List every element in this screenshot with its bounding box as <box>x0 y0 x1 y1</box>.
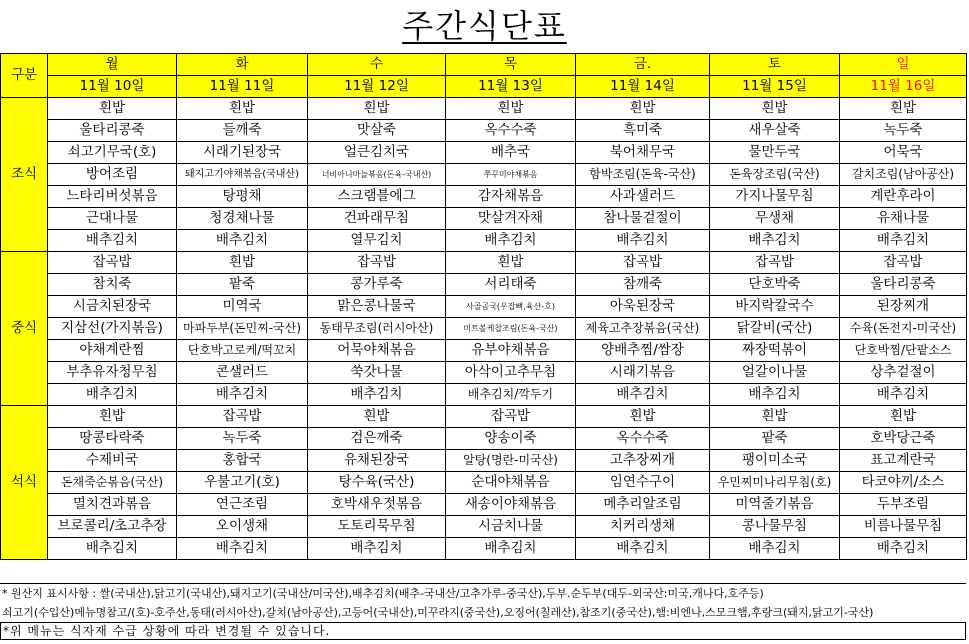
menu-cell: 배추김치 <box>710 384 840 406</box>
menu-cell: 맑은콩나물국 <box>308 296 446 318</box>
day-name-wed: 수 <box>308 54 446 76</box>
menu-cell: 가지나물무침 <box>710 186 840 208</box>
menu-cell: 녹두죽 <box>840 120 967 142</box>
menu-cell: 사과샐러드 <box>576 186 710 208</box>
menu-cell: 무생채 <box>710 208 840 230</box>
menu-cell: 흰밥 <box>308 406 446 428</box>
day-name-row <box>1 54 967 76</box>
menu-cell: 두부조림 <box>840 494 967 516</box>
menu-cell: 열무김치 <box>308 230 446 252</box>
menu-cell: 울타리콩죽 <box>840 274 967 296</box>
menu-cell: 시금치된장국 <box>48 296 177 318</box>
menu-cell: 순대야채볶음 <box>446 472 576 494</box>
menu-cell: 배추김치 <box>48 384 177 406</box>
menu-cell: 표고계란국 <box>840 450 967 472</box>
meal-row <box>1 164 967 186</box>
meal-row <box>1 208 967 230</box>
menu-cell: 된장찌개 <box>840 296 967 318</box>
menu-cell: 멸치견과볶음 <box>48 494 177 516</box>
menu-body <box>1 98 967 560</box>
menu-cell: 참깨죽 <box>576 274 710 296</box>
menu-cell: 검은깨죽 <box>308 428 446 450</box>
menu-cell: 배추국 <box>446 142 576 164</box>
menu-cell: 쑥갓나물 <box>308 362 446 384</box>
meal-row <box>1 296 967 318</box>
menu-cell: 어묵야채볶음 <box>308 340 446 362</box>
menu-cell: 스크램블에그 <box>308 186 446 208</box>
menu-cell: 배추김치 <box>446 538 576 560</box>
day-name-thu: 목 <box>446 54 576 76</box>
menu-cell: 단호박죽 <box>710 274 840 296</box>
menu-cell: 새우살죽 <box>710 120 840 142</box>
menu-cell: 배추김치 <box>840 538 967 560</box>
origin-note-2: 쇠고기(수입산)메뉴명참고/(호)-호주산,동태(러시아산),갈치(남아공산),고등어(국내산),미꾸라지(중국산),오징어(칠레산),참조기(중국산),햄:비엔나,스모크햄,후랑크(돼지,닭고기-국산) <box>2 606 874 619</box>
menu-cell: 흰밥 <box>308 98 446 120</box>
menu-cell: 잡곡밥 <box>48 252 177 274</box>
menu-cell: 탕수육(국산) <box>308 472 446 494</box>
menu-cell: 흰밥 <box>840 98 967 120</box>
menu-cell: 수육(돈전지-미국산) <box>840 318 967 340</box>
menu-cell: 배추김치 <box>710 230 840 252</box>
menu-cell: 녹두죽 <box>177 428 308 450</box>
menu-cell: 배추김치 <box>308 538 446 560</box>
menu-cell: 계란후라이 <box>840 186 967 208</box>
meal-row <box>1 538 967 560</box>
menu-cell: 탕평채 <box>177 186 308 208</box>
menu-cell: 흰밥 <box>446 252 576 274</box>
menu-cell: 흰밥 <box>177 252 308 274</box>
menu-cell: 배추김치 <box>446 230 576 252</box>
menu-cell: 단호박찜/단팥소스 <box>840 340 967 362</box>
menu-cell: 흰밥 <box>177 98 308 120</box>
menu-cell: 닭갈비(국산) <box>710 318 840 340</box>
meal-row <box>1 494 967 516</box>
day-name-tue: 화 <box>177 54 308 76</box>
menu-cell: 청경채나물 <box>177 208 308 230</box>
change-notice: *위 메뉴는 식자재 수급 상황에 따라 변경될 수 있습니다. <box>0 622 966 640</box>
menu-cell: 물만두국 <box>710 142 840 164</box>
menu-cell: 비름나물무침 <box>840 516 967 538</box>
menu-cell: 홍합국 <box>177 450 308 472</box>
menu-cell: 메추리알조림 <box>576 494 710 516</box>
meal-row <box>1 186 967 208</box>
menu-cell: 어묵국 <box>840 142 967 164</box>
meal-row <box>1 362 967 384</box>
menu-cell: 배추김치/깍두기 <box>446 384 576 406</box>
date-thu: 11월 13일 <box>446 76 576 98</box>
meal-row <box>1 274 967 296</box>
menu-cell: 참나물겉절이 <box>576 208 710 230</box>
menu-cell: 콩나물무침 <box>710 516 840 538</box>
menu-cell: 흰밥 <box>710 406 840 428</box>
menu-cell: 호박당근죽 <box>840 428 967 450</box>
menu-cell: 느타리버섯볶음 <box>48 186 177 208</box>
menu-cell: 잡곡밥 <box>446 406 576 428</box>
menu-cell: 미역국 <box>177 296 308 318</box>
menu-cell: 팽이미소국 <box>710 450 840 472</box>
date-sun: 11월 16일 <box>840 76 967 98</box>
menu-cell: 바지락칼국수 <box>710 296 840 318</box>
meal-row <box>1 252 967 274</box>
menu-cell: 맛살겨자채 <box>446 208 576 230</box>
menu-cell: 돈채죽순볶음(국산) <box>48 472 177 494</box>
menu-cell: 잡곡밥 <box>576 252 710 274</box>
meal-row <box>1 472 967 494</box>
menu-cell: 수제비국 <box>48 450 177 472</box>
menu-cell: 흰밥 <box>576 98 710 120</box>
menu-cell: 서리태죽 <box>446 274 576 296</box>
page-title: 주간식단표 <box>402 7 567 45</box>
menu-cell: 잡곡밥 <box>840 252 967 274</box>
menu-cell: 아삭이고추무침 <box>446 362 576 384</box>
menu-cell: 방어조림 <box>48 164 177 186</box>
weekly-menu-table <box>0 53 967 560</box>
menu-cell: 브로콜리/초고추장 <box>48 516 177 538</box>
date-mon: 11월 10일 <box>48 76 177 98</box>
menu-cell: 옥수수죽 <box>576 428 710 450</box>
menu-cell: 동태무조림(러시아산) <box>308 318 446 340</box>
menu-cell: 상추겉절이 <box>840 362 967 384</box>
menu-cell: 치커리생채 <box>576 516 710 538</box>
day-name-sun: 일 <box>840 54 967 76</box>
menu-cell: 흰밥 <box>710 98 840 120</box>
notes-section <box>0 583 966 640</box>
meal-row <box>1 318 967 340</box>
meal-row <box>1 406 967 428</box>
menu-cell: 너비아니마늘볶음(돈육-국내산) <box>308 164 446 186</box>
menu-cell: 사골곰국(우잡뼈,육산-호) <box>446 296 576 318</box>
day-name-fri: 금. <box>576 54 710 76</box>
menu-cell: 시래기볶음 <box>576 362 710 384</box>
menu-cell: 유부야채볶음 <box>446 340 576 362</box>
menu-cell: 잡곡밥 <box>177 406 308 428</box>
menu-cell: 배추김치 <box>576 384 710 406</box>
meal-row <box>1 142 967 164</box>
menu-cell: 땅콩타락죽 <box>48 428 177 450</box>
menu-cell: 도토리묵무침 <box>308 516 446 538</box>
meal-row <box>1 384 967 406</box>
menu-cell: 유채나물 <box>840 208 967 230</box>
menu-cell: 감자채볶음 <box>446 186 576 208</box>
menu-cell: 갈치조림(남아공산) <box>840 164 967 186</box>
menu-cell: 오이생채 <box>177 516 308 538</box>
menu-cell: 고추장찌개 <box>576 450 710 472</box>
menu-cell: 울타리콩죽 <box>48 120 177 142</box>
menu-cell: 시래기된장국 <box>177 142 308 164</box>
menu-cell: 임연수구이 <box>576 472 710 494</box>
meal-row <box>1 516 967 538</box>
menu-cell: 단호박고로케/떡꼬치 <box>177 340 308 362</box>
menu-cell: 배추김치 <box>576 230 710 252</box>
menu-cell: 양배추찜/쌈장 <box>576 340 710 362</box>
menu-cell: 맛살죽 <box>308 120 446 142</box>
menu-cell: 흰밥 <box>840 406 967 428</box>
menu-cell: 미트볼케찹조림(돈육-국산) <box>446 318 576 340</box>
menu-cell: 새송이야채볶음 <box>446 494 576 516</box>
menu-cell: 얼갈이나물 <box>710 362 840 384</box>
menu-cell: 우불고기(호) <box>177 472 308 494</box>
menu-cell: 배추김치 <box>710 538 840 560</box>
menu-cell: 배추김치 <box>840 384 967 406</box>
menu-cell: 배추김치 <box>840 230 967 252</box>
meal-row <box>1 98 967 120</box>
date-row <box>1 76 967 98</box>
menu-cell: 배추김치 <box>48 538 177 560</box>
menu-cell: 콘샐러드 <box>177 362 308 384</box>
menu-cell: 흑미죽 <box>576 120 710 142</box>
menu-cell: 돼지고기야채볶음(국내산) <box>177 164 308 186</box>
meal-row <box>1 230 967 252</box>
menu-cell: 미역줄기볶음 <box>710 494 840 516</box>
menu-cell: 돈육장조림(국산) <box>710 164 840 186</box>
menu-cell: 흰밥 <box>576 406 710 428</box>
menu-cell: 시금치나물 <box>446 516 576 538</box>
menu-cell: 쭈꾸미야채볶음 <box>446 164 576 186</box>
menu-cell: 북어채무국 <box>576 142 710 164</box>
menu-cell: 흰밥 <box>48 98 177 120</box>
menu-cell: 옥수수죽 <box>446 120 576 142</box>
menu-cell: 배추김치 <box>576 538 710 560</box>
menu-cell: 얼큰김치국 <box>308 142 446 164</box>
day-name-mon: 월 <box>48 54 177 76</box>
menu-cell: 잡곡밥 <box>308 252 446 274</box>
menu-cell: 잡곡밥 <box>710 252 840 274</box>
menu-cell: 배추김치 <box>48 230 177 252</box>
menu-cell: 흰밥 <box>446 98 576 120</box>
menu-cell: 야채계란찜 <box>48 340 177 362</box>
meal-label: 중식 <box>1 252 48 406</box>
meal-row <box>1 450 967 472</box>
menu-cell: 콩가루죽 <box>308 274 446 296</box>
menu-cell: 지삼선(가지볶음) <box>48 318 177 340</box>
menu-cell: 연근조림 <box>177 494 308 516</box>
origin-note-1: * 원산지 표시사항 : 쌀(국내산),닭고기(국내산),돼지고기(국내산/미국산),배추김치(배추-국내산/고추가루-중국산),두부.순두부(대두-외국산:미국,캐나다,호주등) <box>0 583 966 603</box>
menu-cell: 참치죽 <box>48 274 177 296</box>
date-sat: 11월 15일 <box>710 76 840 98</box>
menu-cell: 함박조림(돈육-국산) <box>576 164 710 186</box>
date-tue: 11월 11일 <box>177 76 308 98</box>
menu-cell: 쇠고기무국(호) <box>48 142 177 164</box>
menu-cell: 아욱된장국 <box>576 296 710 318</box>
menu-cell: 배추김치 <box>177 384 308 406</box>
menu-cell: 팥죽 <box>710 428 840 450</box>
date-wed: 11월 12일 <box>308 76 446 98</box>
menu-cell: 흰밥 <box>48 406 177 428</box>
menu-cell: 배추김치 <box>308 384 446 406</box>
meal-label: 석식 <box>1 406 48 560</box>
menu-cell: 호박새우젓볶음 <box>308 494 446 516</box>
menu-cell: 제육고추장볶음(국산) <box>576 318 710 340</box>
menu-cell: 부추유자청무침 <box>48 362 177 384</box>
meal-row <box>1 120 967 142</box>
menu-cell: 짜장떡볶이 <box>710 340 840 362</box>
menu-cell: 우민찌미나리무침(호) <box>710 472 840 494</box>
menu-cell: 건파래무침 <box>308 208 446 230</box>
meal-row <box>1 340 967 362</box>
meal-row <box>1 428 967 450</box>
meal-label: 조식 <box>1 98 48 252</box>
menu-cell: 타코야끼/소스 <box>840 472 967 494</box>
menu-cell: 양송이죽 <box>446 428 576 450</box>
day-name-sat: 토 <box>710 54 840 76</box>
category-header: 구분 <box>1 54 48 98</box>
menu-cell: 배추김치 <box>177 538 308 560</box>
menu-cell: 팥죽 <box>177 274 308 296</box>
menu-cell: 근대나물 <box>48 208 177 230</box>
menu-cell: 배추김치 <box>177 230 308 252</box>
menu-cell: 알탕(명란-미국산) <box>446 450 576 472</box>
menu-cell: 마파두부(돈민찌-국산) <box>177 318 308 340</box>
menu-cell: 들깨죽 <box>177 120 308 142</box>
menu-cell: 유채된장국 <box>308 450 446 472</box>
date-fri: 11월 14일 <box>576 76 710 98</box>
